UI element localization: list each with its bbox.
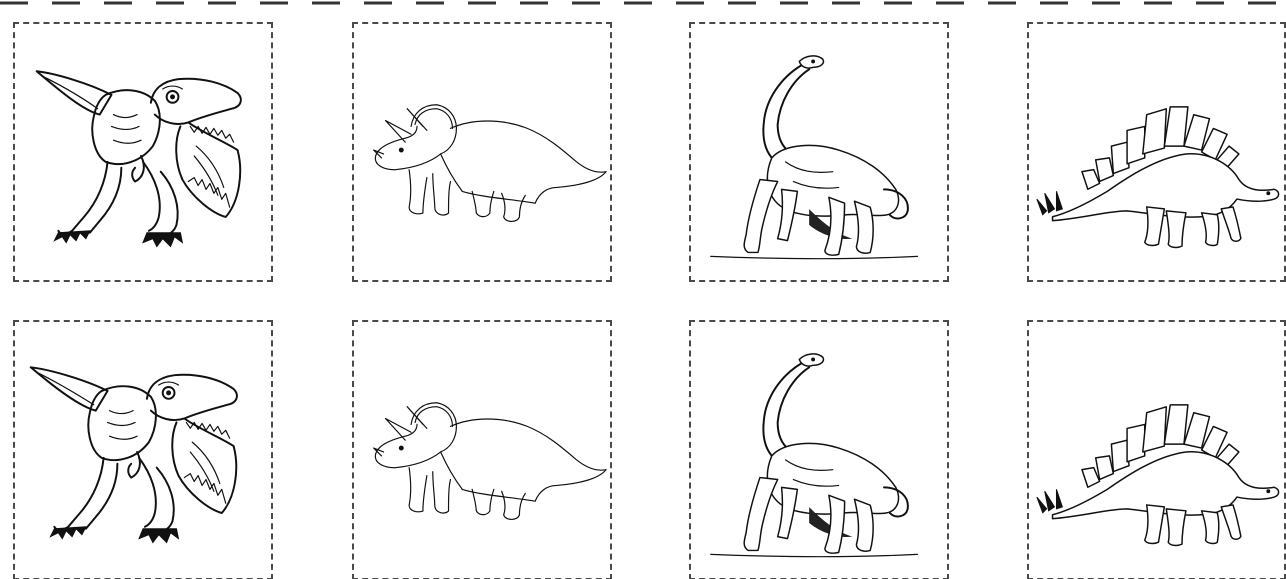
dino-card-trex-1[interactable] xyxy=(13,22,273,282)
dino-card-triceratops-1[interactable] xyxy=(352,22,612,282)
dino-card-triceratops-2[interactable] xyxy=(352,320,612,579)
stegosaurus-icon xyxy=(1029,322,1284,578)
t-rex-icon xyxy=(15,322,271,578)
stegosaurus-icon xyxy=(1029,24,1284,280)
brachiosaurus-icon xyxy=(691,24,947,280)
t-rex-icon xyxy=(15,24,271,280)
dino-card-trex-2[interactable] xyxy=(13,320,273,579)
dino-card-stegosaurus-2[interactable] xyxy=(1027,320,1286,579)
top-cut-line xyxy=(0,0,1286,6)
triceratops-icon xyxy=(354,24,610,280)
dino-card-stegosaurus-1[interactable] xyxy=(1027,22,1286,282)
triceratops-icon xyxy=(354,322,610,578)
brachiosaurus-icon xyxy=(691,322,947,578)
dino-card-brachiosaurus-1[interactable] xyxy=(689,22,949,282)
dino-card-brachiosaurus-2[interactable] xyxy=(689,320,949,579)
